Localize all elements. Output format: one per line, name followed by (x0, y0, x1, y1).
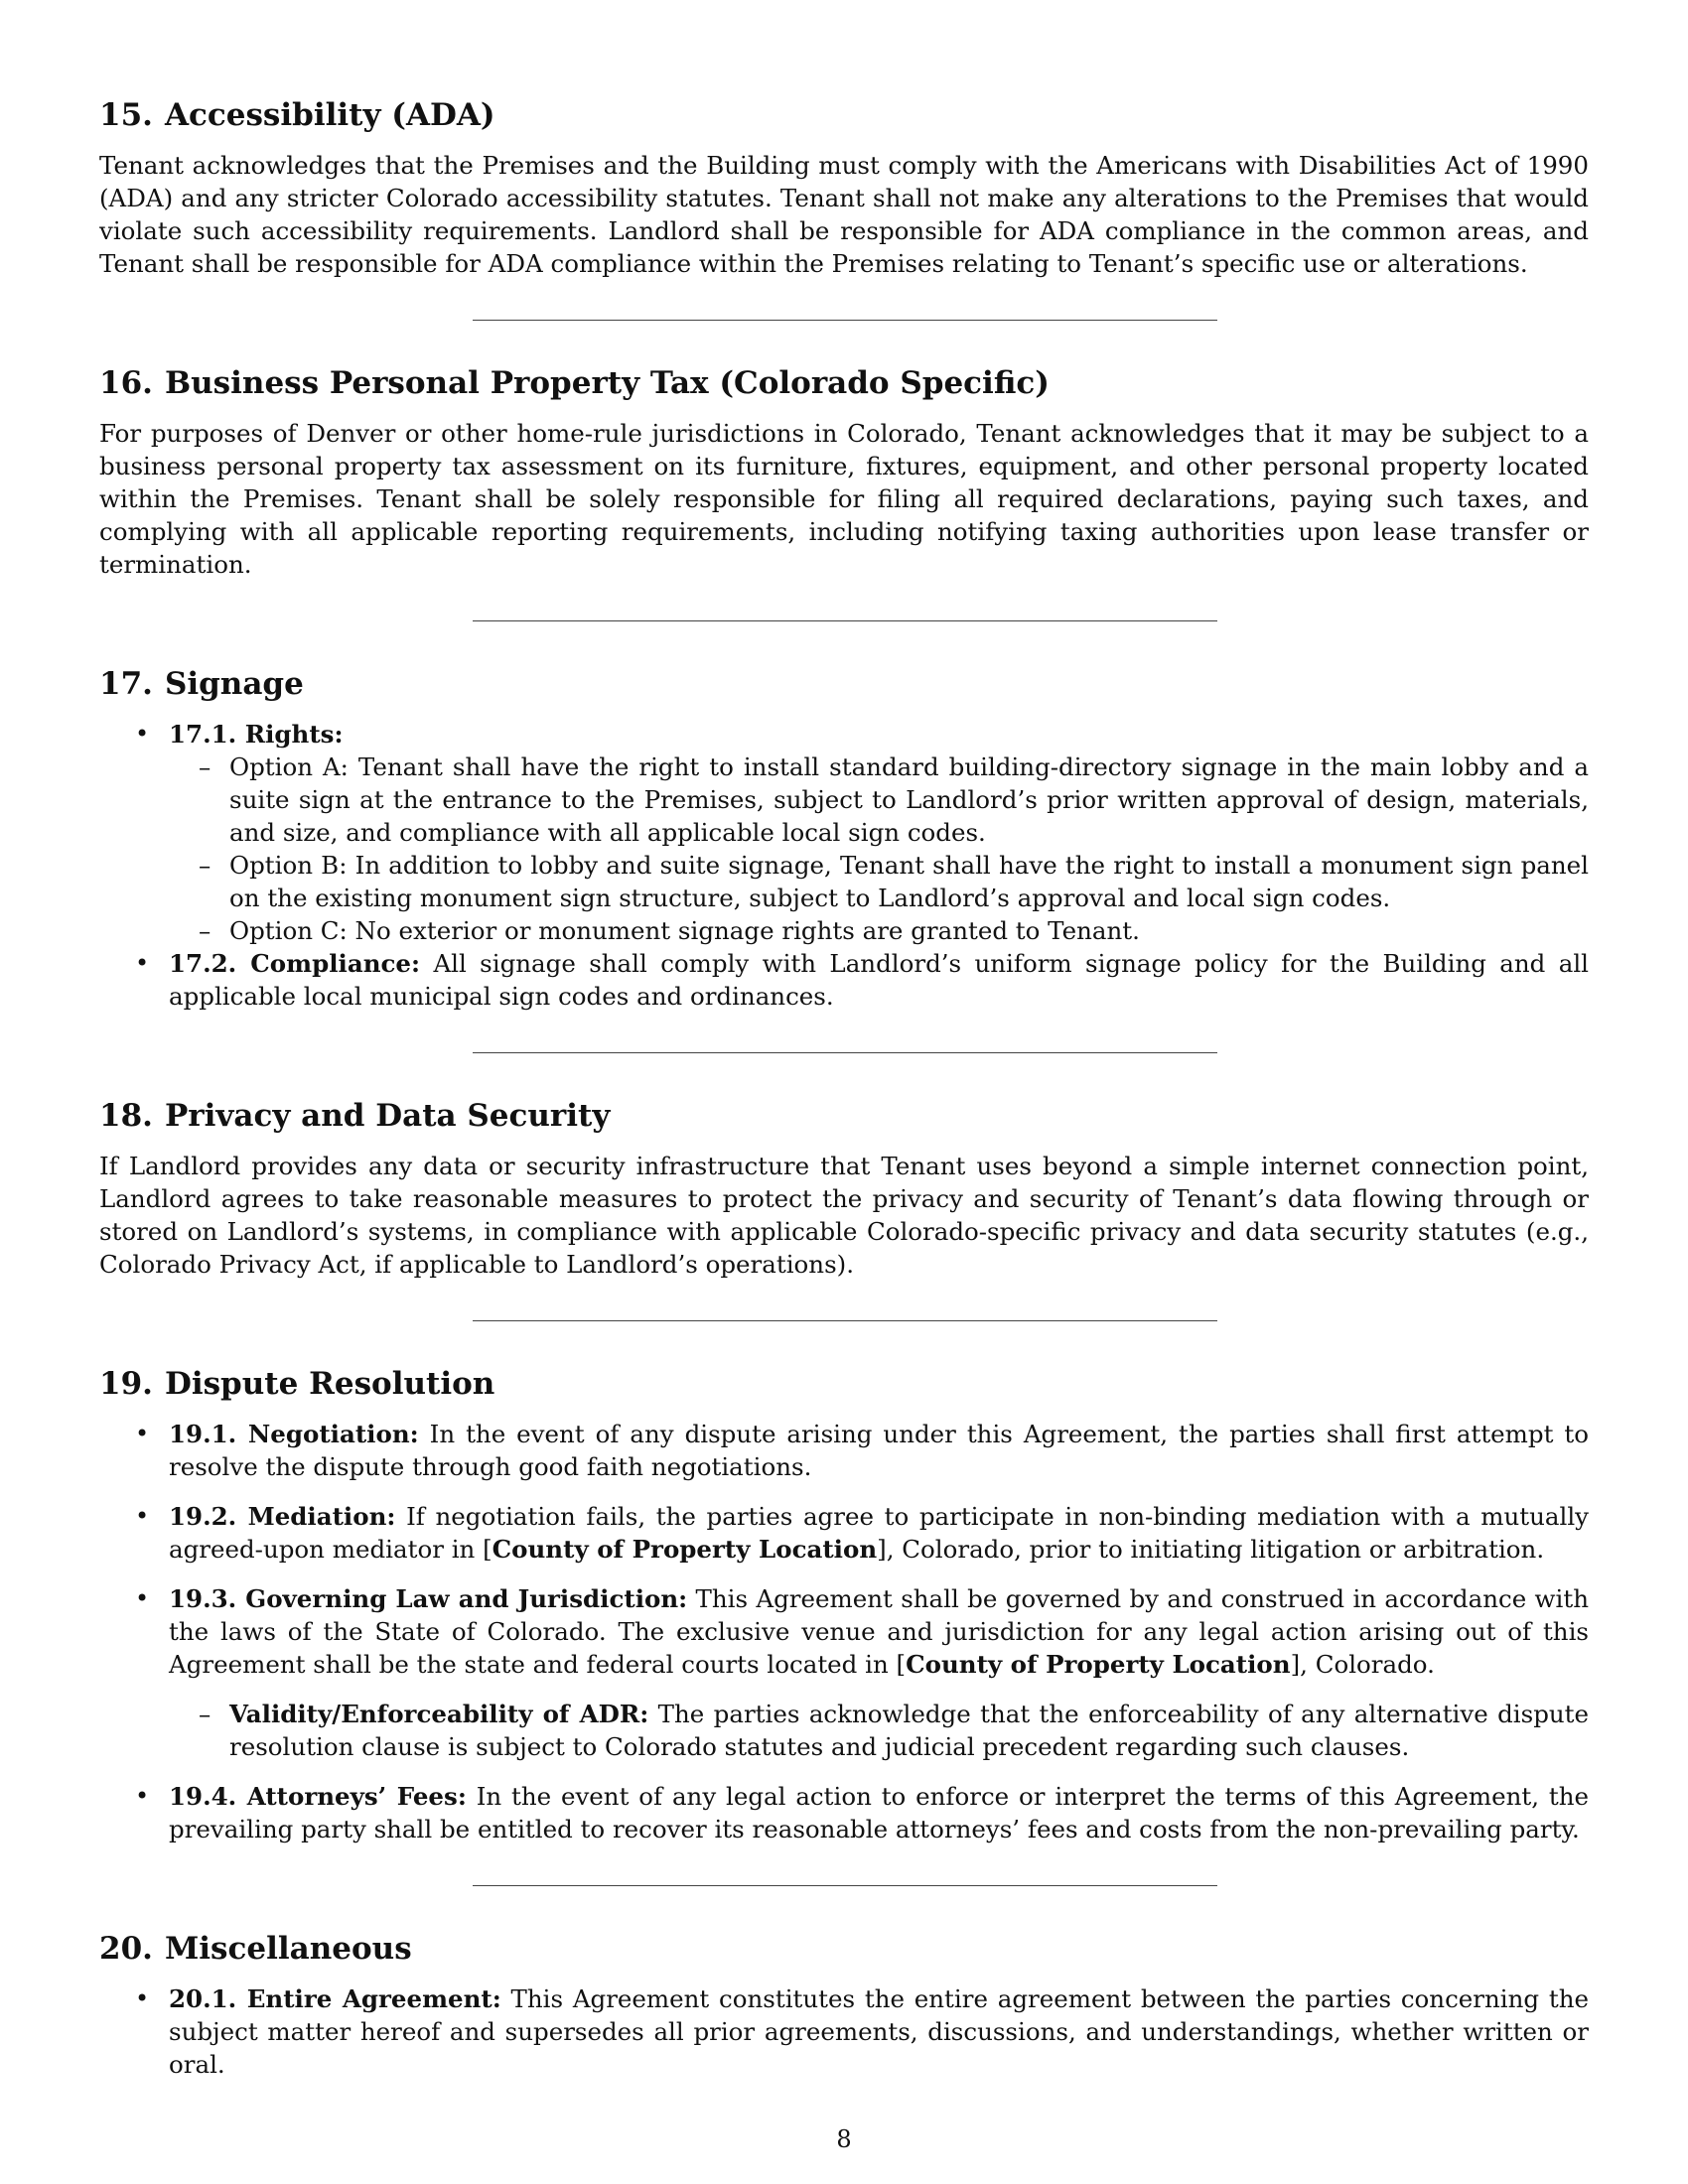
section-divider (473, 320, 1217, 321)
option-b: – Option B: In addition to lobby and suite signage, Tenant shall have the right to install a monument sign panel on the existing monument sign structure, subject to Landlord’s approval and local sign codes. (169, 849, 1589, 914)
section-20-miscellaneous (99, 1929, 1589, 2081)
section-body: For purposes of Denver or other home-rule jurisdictions in Colorado, Tenant acknowledges that it may be subject to a business personal property tax assessment on its furniture, fixtures, equipment, and other personal property located within the Premises. Tenant shall be solely responsible for filing all required declarations, paying such taxes, and complying with all applicable reporting requirements, including notifying taxing authorities upon lease transfer or termination. (99, 419, 1589, 579)
section-title: Miscellaneous (164, 1931, 412, 1967)
list-item-17-2 (99, 947, 1589, 1013)
subsection-text: If negotiation fails, the parties agree to participate in non-binding mediation with a mutually agreed-upon mediator in [ (169, 1502, 1590, 1564)
section-body: Tenant acknowledges that the Premises and the Building must comply with the Americans with Disabilities Act of 1990 (ADA) and any stricter Colorado accessibility statutes. Tenant shall not make any alterations to the Premises that would violate such accessibility requirements. Landlord shall be responsible for ADA compliance in the common areas, and Tenant shall be responsible for ADA compliance within the Premises relating to Tenant’s specific use or alterations. (99, 151, 1589, 278)
subsection-text: ], Colorado, prior to initiating litigation or arbitration. (877, 1535, 1545, 1564)
placeholder-county: County of Property Location (906, 1650, 1291, 1679)
section-18-privacy (99, 1096, 1589, 1281)
section-heading (99, 1929, 1589, 1969)
signage-list (99, 718, 1589, 1013)
page-number: 8 (836, 2125, 852, 2153)
list-item-19-3 (99, 1582, 1589, 1763)
section-16-property-tax (99, 363, 1589, 581)
section-number: 19. (99, 1366, 153, 1402)
section-title: Signage (164, 666, 304, 702)
section-divider (473, 1885, 1217, 1886)
section-number: 17. (99, 666, 153, 702)
section-body: If Landlord provides any data or security infrastructure that Tenant uses beyond a simple internet connection point, Landlord agrees to take reasonable measures to protect the privacy and security of Tenant’s data flowing through or stored on Landlord’s systems, in compliance with applicable Colorado-specific privacy and data security statutes (e.g., Colorado Privacy Act, if applicable to Landlord’s operations). (99, 1152, 1589, 1279)
section-title: Accessibility (ADA) (164, 97, 495, 133)
note-label: Validity/Enforceability of ADR: (229, 1700, 649, 1728)
section-divider (473, 1320, 1217, 1321)
subsection-label: 19.4. Attorneys’ Fees: (169, 1782, 467, 1811)
option-a: – Option A: Tenant shall have the right to install standard building-directory signage in the main lobby and a suite sign at the entrance to the Premises, subject to Landlord’s prior written approval of design, materials, and size, and compliance with all applicable local sign codes. (169, 751, 1589, 849)
dispute-list (99, 1418, 1589, 1845)
subsection-label: 20.1. Entire Agreement: (169, 1984, 501, 2013)
section-title: Privacy and Data Security (164, 1098, 611, 1134)
section-heading (99, 363, 1589, 403)
subsection-text: All signage shall comply with Landlord’s uniform signage policy for the Building and all applicable local municipal sign codes and ordinances. (169, 949, 1589, 1011)
section-17-signage (99, 664, 1589, 1013)
subsection-label: 19.1. Negotiation: (169, 1420, 419, 1448)
adr-note (169, 1698, 1589, 1763)
subsection-label: 19.2. Mediation: (169, 1502, 396, 1531)
section-title: Business Personal Property Tax (Colorado Specific) (164, 365, 1050, 401)
section-number: 20. (99, 1931, 153, 1967)
list-item-19-2 (99, 1500, 1589, 1566)
placeholder-county: County of Property Location (492, 1535, 878, 1564)
section-heading (99, 95, 1589, 135)
subsection-text: In the event of any legal action to enforce or interpret the terms of this Agreement, the prevailing party shall be entitled to recover its reasonable attorneys’ fees and costs from the non-prevailing party. (169, 1782, 1589, 1843)
section-title: Dispute Resolution (164, 1366, 495, 1402)
section-divider (473, 620, 1217, 621)
list-item-17-1 (99, 718, 1589, 947)
list-item-19-1 (99, 1418, 1589, 1483)
subsection-label: 17.2. Compliance: (169, 949, 421, 978)
section-number: 15. (99, 97, 153, 133)
section-19-dispute-resolution (99, 1364, 1589, 1845)
subsection-label: 19.3. Governing Law and Jurisdiction: (169, 1584, 688, 1613)
list-item-19-4 (99, 1780, 1589, 1845)
section-number: 18. (99, 1098, 153, 1134)
section-15-accessibility (99, 95, 1589, 280)
subsection-text: ], Colorado. (1290, 1650, 1435, 1679)
subsection-label: 17.1. Rights: (169, 720, 344, 749)
subsection-text: This Agreement shall be governed by and construed in accordance with the laws of the State of Colorado. The exclusive venue and jurisdiction for any legal action arising out of this Agreement shall be the state and federal courts located in [ (169, 1584, 1589, 1679)
section-heading (99, 1364, 1589, 1404)
option-c: – Option C: No exterior or monument signage rights are granted to Tenant. (169, 914, 1589, 947)
section-heading (99, 1096, 1589, 1136)
option-list (169, 751, 1589, 947)
document-page (99, 95, 1589, 2081)
adr-note-list (169, 1698, 1589, 1763)
subsection-text: In the event of any dispute arising under this Agreement, the parties shall first attempt to resolve the dispute through good faith negotiations. (169, 1420, 1589, 1481)
misc-list (99, 1982, 1589, 2081)
list-item-20-1 (99, 1982, 1589, 2081)
section-number: 16. (99, 365, 153, 401)
section-divider (473, 1052, 1217, 1053)
section-heading (99, 664, 1589, 704)
note-text: The parties acknowledge that the enforceability of any alternative dispute resolution clause is subject to Colorado statutes and judicial precedent regarding such clauses. (229, 1700, 1589, 1761)
subsection-text: This Agreement constitutes the entire agreement between the parties concerning the subject matter hereof and supersedes all prior agreements, discussions, and understandings, whether written or oral. (169, 1984, 1589, 2079)
